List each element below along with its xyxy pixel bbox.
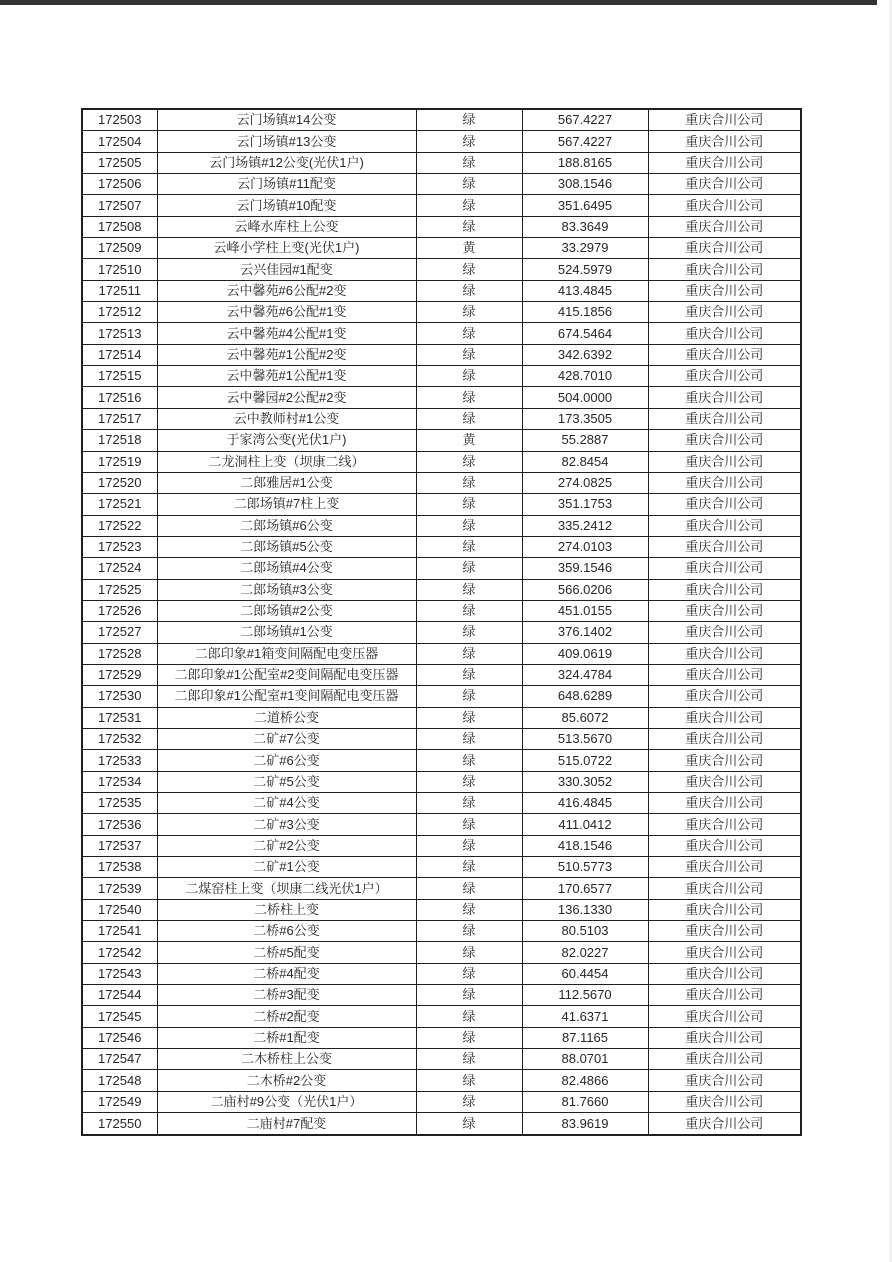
table-row [82,238,801,259]
cell-name: 云门场镇#13公变 [157,131,416,152]
cell-company: 重庆合川公司 [648,878,801,899]
cell-value: 515.0722 [522,750,648,771]
table-row [82,728,801,749]
cell-id: 172535 [82,793,157,814]
cell-status: 绿 [416,323,522,344]
cell-id: 172523 [82,536,157,557]
cell-id: 172518 [82,430,157,451]
cell-company: 重庆合川公司 [648,238,801,259]
cell-company: 重庆合川公司 [648,323,801,344]
cell-value: 83.9619 [522,1113,648,1135]
cell-name: 二道桥公变 [157,707,416,728]
cell-id: 172508 [82,216,157,237]
cell-status: 绿 [416,1049,522,1070]
cell-status: 绿 [416,1091,522,1112]
cell-status: 绿 [416,771,522,792]
cell-value: 80.5103 [522,921,648,942]
cell-id: 172520 [82,472,157,493]
cell-name: 云中馨苑#6公配#1变 [157,302,416,323]
cell-company: 重庆合川公司 [648,430,801,451]
cell-id: 172515 [82,366,157,387]
cell-value: 418.1546 [522,835,648,856]
table-row [82,174,801,195]
cell-id: 172536 [82,814,157,835]
cell-company: 重庆合川公司 [648,515,801,536]
cell-id: 172541 [82,921,157,942]
cell-status: 绿 [416,878,522,899]
cell-value: 428.7010 [522,366,648,387]
cell-value: 566.0206 [522,579,648,600]
cell-name: 云门场镇#12公变(光伏1户) [157,152,416,173]
cell-company: 重庆合川公司 [648,643,801,664]
cell-value: 504.0000 [522,387,648,408]
cell-value: 83.3649 [522,216,648,237]
table-row [82,1091,801,1112]
cell-status: 绿 [416,728,522,749]
table-body [82,109,801,1135]
cell-company: 重庆合川公司 [648,174,801,195]
table-row [82,600,801,621]
table-row [82,451,801,472]
cell-company: 重庆合川公司 [648,494,801,515]
table-row [82,195,801,216]
table-row [82,878,801,899]
table-row [82,323,801,344]
table-row [82,643,801,664]
table-row [82,707,801,728]
cell-name: 二矿#1公变 [157,857,416,878]
cell-id: 172528 [82,643,157,664]
cell-company: 重庆合川公司 [648,857,801,878]
cell-value: 87.1165 [522,1027,648,1048]
cell-company: 重庆合川公司 [648,131,801,152]
cell-name: 二矿#6公变 [157,750,416,771]
cell-name: 二庙村#7配变 [157,1113,416,1135]
cell-id: 172511 [82,280,157,301]
cell-value: 81.7660 [522,1091,648,1112]
cell-value: 415.1856 [522,302,648,323]
cell-status: 绿 [416,174,522,195]
table-row [82,985,801,1006]
cell-id: 172550 [82,1113,157,1135]
cell-value: 324.4784 [522,664,648,685]
table-row [82,536,801,557]
cell-status: 绿 [416,131,522,152]
cell-status: 绿 [416,216,522,237]
table-row [82,109,801,131]
cell-status: 绿 [416,280,522,301]
cell-value: 510.5773 [522,857,648,878]
cell-name: 二木桥柱上公变 [157,1049,416,1070]
table-row [82,216,801,237]
cell-name: 二桥#6公变 [157,921,416,942]
table-row [82,494,801,515]
cell-id: 172544 [82,985,157,1006]
cell-id: 172510 [82,259,157,280]
cell-id: 172527 [82,622,157,643]
cell-name: 云门场镇#14公变 [157,109,416,131]
cell-id: 172543 [82,963,157,984]
cell-status: 黄 [416,430,522,451]
table-row [82,472,801,493]
cell-company: 重庆合川公司 [648,302,801,323]
cell-name: 二桥#5配变 [157,942,416,963]
cell-company: 重庆合川公司 [648,728,801,749]
cell-name: 二矿#4公变 [157,793,416,814]
cell-id: 172504 [82,131,157,152]
cell-id: 172506 [82,174,157,195]
cell-company: 重庆合川公司 [648,344,801,365]
cell-id: 172538 [82,857,157,878]
cell-company: 重庆合川公司 [648,387,801,408]
cell-status: 绿 [416,985,522,1006]
cell-company: 重庆合川公司 [648,664,801,685]
table-row [82,835,801,856]
cell-value: 351.6495 [522,195,648,216]
cell-status: 绿 [416,643,522,664]
cell-id: 172545 [82,1006,157,1027]
cell-value: 359.1546 [522,558,648,579]
table-row [82,942,801,963]
cell-value: 136.1330 [522,899,648,920]
table-row [82,408,801,429]
cell-status: 绿 [416,451,522,472]
cell-company: 重庆合川公司 [648,195,801,216]
cell-company: 重庆合川公司 [648,899,801,920]
transformer-table [81,108,802,1136]
cell-id: 172507 [82,195,157,216]
cell-name: 二郎场镇#6公变 [157,515,416,536]
cell-id: 172509 [82,238,157,259]
cell-id: 172517 [82,408,157,429]
cell-status: 绿 [416,686,522,707]
cell-company: 重庆合川公司 [648,985,801,1006]
cell-id: 172549 [82,1091,157,1112]
table-row [82,579,801,600]
table-row [82,664,801,685]
cell-company: 重庆合川公司 [648,1070,801,1091]
table-row [82,1113,801,1135]
cell-value: 88.0701 [522,1049,648,1070]
cell-status: 绿 [416,857,522,878]
cell-name: 二庙村#9公变（光伏1户） [157,1091,416,1112]
cell-name: 二桥#3配变 [157,985,416,1006]
cell-id: 172546 [82,1027,157,1048]
cell-name: 云门场镇#11配变 [157,174,416,195]
cell-value: 274.0825 [522,472,648,493]
table-row [82,366,801,387]
cell-status: 绿 [416,109,522,131]
cell-status: 绿 [416,750,522,771]
cell-status: 绿 [416,963,522,984]
cell-id: 172505 [82,152,157,173]
table-row [82,558,801,579]
cell-company: 重庆合川公司 [648,686,801,707]
cell-value: 409.0619 [522,643,648,664]
cell-status: 绿 [416,536,522,557]
cell-value: 524.5979 [522,259,648,280]
cell-status: 绿 [416,814,522,835]
cell-value: 308.1546 [522,174,648,195]
table-row [82,152,801,173]
table-row [82,515,801,536]
cell-value: 55.2887 [522,430,648,451]
cell-name: 二矿#5公变 [157,771,416,792]
cell-value: 33.2979 [522,238,648,259]
table-row [82,131,801,152]
table-row [82,1070,801,1091]
cell-status: 绿 [416,195,522,216]
cell-status: 绿 [416,921,522,942]
cell-company: 重庆合川公司 [648,109,801,131]
cell-status: 绿 [416,579,522,600]
table-row [82,1006,801,1027]
page-top-edge [0,0,877,5]
cell-value: 451.0155 [522,600,648,621]
cell-company: 重庆合川公司 [648,408,801,429]
table-row [82,857,801,878]
cell-value: 413.4845 [522,280,648,301]
cell-company: 重庆合川公司 [648,259,801,280]
cell-id: 172512 [82,302,157,323]
cell-company: 重庆合川公司 [648,793,801,814]
cell-status: 绿 [416,302,522,323]
cell-id: 172537 [82,835,157,856]
cell-name: 二矿#3公变 [157,814,416,835]
cell-name: 二郎场镇#1公变 [157,622,416,643]
cell-value: 416.4845 [522,793,648,814]
cell-name: 云兴佳园#1配变 [157,259,416,280]
cell-company: 重庆合川公司 [648,707,801,728]
cell-value: 82.0227 [522,942,648,963]
cell-status: 绿 [416,408,522,429]
cell-name: 云峰小学柱上变(光伏1户) [157,238,416,259]
cell-value: 648.6289 [522,686,648,707]
cell-value: 330.3052 [522,771,648,792]
cell-value: 170.6577 [522,878,648,899]
cell-name: 二桥#2配变 [157,1006,416,1027]
cell-status: 绿 [416,899,522,920]
cell-name: 二郎场镇#4公变 [157,558,416,579]
table-row [82,280,801,301]
cell-value: 82.8454 [522,451,648,472]
cell-name: 二桥柱上变 [157,899,416,920]
cell-name: 云中馨苑#1公配#1变 [157,366,416,387]
cell-id: 172548 [82,1070,157,1091]
cell-company: 重庆合川公司 [648,814,801,835]
cell-status: 绿 [416,152,522,173]
cell-value: 85.6072 [522,707,648,728]
cell-company: 重庆合川公司 [648,216,801,237]
cell-status: 绿 [416,622,522,643]
cell-id: 172519 [82,451,157,472]
cell-value: 188.8165 [522,152,648,173]
cell-name: 云峰水库柱上公变 [157,216,416,237]
cell-value: 82.4866 [522,1070,648,1091]
cell-status: 绿 [416,1070,522,1091]
table-row [82,622,801,643]
cell-name: 二矿#2公变 [157,835,416,856]
cell-status: 绿 [416,835,522,856]
cell-company: 重庆合川公司 [648,1006,801,1027]
table-row [82,430,801,451]
cell-id: 172542 [82,942,157,963]
cell-status: 黄 [416,238,522,259]
cell-company: 重庆合川公司 [648,771,801,792]
cell-id: 172532 [82,728,157,749]
cell-company: 重庆合川公司 [648,1049,801,1070]
cell-value: 351.1753 [522,494,648,515]
cell-name: 二矿#7公变 [157,728,416,749]
table-row [82,387,801,408]
cell-company: 重庆合川公司 [648,536,801,557]
cell-id: 172540 [82,899,157,920]
cell-status: 绿 [416,494,522,515]
cell-value: 335.2412 [522,515,648,536]
cell-status: 绿 [416,707,522,728]
cell-value: 112.5670 [522,985,648,1006]
cell-id: 172534 [82,771,157,792]
cell-id: 172522 [82,515,157,536]
cell-name: 云中教师村#1公变 [157,408,416,429]
cell-value: 41.6371 [522,1006,648,1027]
cell-name: 二桥#1配变 [157,1027,416,1048]
cell-status: 绿 [416,558,522,579]
cell-company: 重庆合川公司 [648,600,801,621]
cell-id: 172533 [82,750,157,771]
cell-name: 二郎印象#1箱变间隔配电变压器 [157,643,416,664]
table-row [82,259,801,280]
cell-company: 重庆合川公司 [648,921,801,942]
cell-name: 云中馨苑#4公配#1变 [157,323,416,344]
cell-status: 绿 [416,1027,522,1048]
table-row [82,686,801,707]
cell-id: 172514 [82,344,157,365]
cell-status: 绿 [416,344,522,365]
cell-company: 重庆合川公司 [648,1091,801,1112]
cell-value: 513.5670 [522,728,648,749]
cell-status: 绿 [416,387,522,408]
cell-id: 172503 [82,109,157,131]
cell-status: 绿 [416,793,522,814]
cell-value: 274.0103 [522,536,648,557]
cell-name: 二郎印象#1公配室#1变间隔配电变压器 [157,686,416,707]
cell-id: 172525 [82,579,157,600]
table-row [82,302,801,323]
table-row [82,921,801,942]
cell-name: 云中馨苑#1公配#2变 [157,344,416,365]
cell-value: 674.5464 [522,323,648,344]
cell-company: 重庆合川公司 [648,366,801,387]
cell-id: 172547 [82,1049,157,1070]
cell-id: 172521 [82,494,157,515]
cell-status: 绿 [416,664,522,685]
cell-value: 376.1402 [522,622,648,643]
cell-company: 重庆合川公司 [648,579,801,600]
cell-company: 重庆合川公司 [648,1027,801,1048]
cell-id: 172539 [82,878,157,899]
cell-name: 二郎场镇#5公变 [157,536,416,557]
cell-id: 172513 [82,323,157,344]
cell-name: 二郎场镇#7柱上变 [157,494,416,515]
cell-status: 绿 [416,515,522,536]
cell-id: 172516 [82,387,157,408]
cell-value: 411.0412 [522,814,648,835]
table-row [82,814,801,835]
table-row [82,963,801,984]
cell-status: 绿 [416,259,522,280]
cell-company: 重庆合川公司 [648,963,801,984]
table-row [82,750,801,771]
cell-value: 342.6392 [522,344,648,365]
cell-value: 567.4227 [522,109,648,131]
table-row [82,793,801,814]
cell-company: 重庆合川公司 [648,835,801,856]
cell-id: 172530 [82,686,157,707]
cell-name: 二郎印象#1公配室#2变间隔配电变压器 [157,664,416,685]
cell-name: 二郎场镇#2公变 [157,600,416,621]
cell-name: 云中馨苑#6公配#2变 [157,280,416,301]
cell-company: 重庆合川公司 [648,472,801,493]
table-row [82,344,801,365]
cell-name: 二木桥#2公变 [157,1070,416,1091]
cell-id: 172529 [82,664,157,685]
cell-id: 172526 [82,600,157,621]
cell-company: 重庆合川公司 [648,1113,801,1135]
cell-id: 172531 [82,707,157,728]
cell-id: 172524 [82,558,157,579]
cell-name: 二龙洞柱上变（坝康二线） [157,451,416,472]
cell-name: 二煤窑柱上变（坝康二线光伏1户） [157,878,416,899]
cell-company: 重庆合川公司 [648,750,801,771]
cell-company: 重庆合川公司 [648,152,801,173]
cell-name: 于家湾公变(光伏1户) [157,430,416,451]
table-row [82,1027,801,1048]
cell-company: 重庆合川公司 [648,451,801,472]
cell-name: 二桥#4配变 [157,963,416,984]
cell-status: 绿 [416,366,522,387]
cell-company: 重庆合川公司 [648,280,801,301]
cell-company: 重庆合川公司 [648,622,801,643]
cell-value: 173.3505 [522,408,648,429]
table-row [82,771,801,792]
cell-company: 重庆合川公司 [648,558,801,579]
cell-status: 绿 [416,1113,522,1135]
cell-status: 绿 [416,1006,522,1027]
table-row [82,899,801,920]
table-row [82,1049,801,1070]
cell-value: 567.4227 [522,131,648,152]
cell-status: 绿 [416,600,522,621]
cell-name: 二郎场镇#3公变 [157,579,416,600]
cell-status: 绿 [416,942,522,963]
cell-company: 重庆合川公司 [648,942,801,963]
cell-name: 二郎雅居#1公变 [157,472,416,493]
cell-status: 绿 [416,472,522,493]
cell-name: 云门场镇#10配变 [157,195,416,216]
cell-value: 60.4454 [522,963,648,984]
cell-name: 云中馨园#2公配#2变 [157,387,416,408]
